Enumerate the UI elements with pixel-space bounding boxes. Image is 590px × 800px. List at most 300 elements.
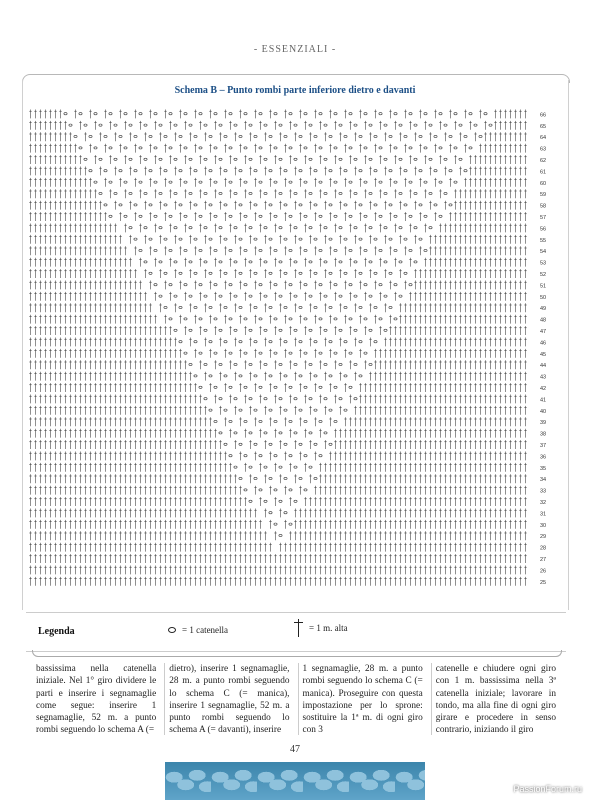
chain-stitch xyxy=(244,284,247,286)
chain-stitch xyxy=(274,455,277,457)
chain-stitch xyxy=(194,272,197,274)
chain-stitch xyxy=(299,170,302,172)
chain-stitch xyxy=(184,249,187,251)
chain-stitch xyxy=(389,204,392,206)
chain-stitch xyxy=(179,341,182,343)
chain-stitch xyxy=(159,261,162,263)
chain-stitch xyxy=(239,443,242,445)
chain-stitch xyxy=(249,466,252,468)
chain-stitch xyxy=(154,215,157,217)
chain-stitch xyxy=(254,409,257,411)
chain-stitch xyxy=(149,135,152,137)
chain-stitch xyxy=(229,420,232,422)
chain-stitch xyxy=(359,272,362,274)
chain-stitch xyxy=(209,306,212,308)
chain-stitch xyxy=(184,284,187,286)
chain-stitch xyxy=(449,170,452,172)
chain-stitch xyxy=(214,318,217,320)
chain-stitch xyxy=(404,204,407,206)
chain-stitch xyxy=(359,204,362,206)
chain-stitch xyxy=(369,158,372,160)
chain-stitch xyxy=(224,272,227,274)
chain-stitch xyxy=(354,158,357,160)
row-number: 62 xyxy=(540,158,547,164)
chain-stitch xyxy=(284,375,287,377)
chain-stitch xyxy=(109,147,112,149)
chain-stitch xyxy=(204,192,207,194)
chain-stitch xyxy=(319,318,322,320)
chain-stitch xyxy=(389,272,392,274)
chain-stitch xyxy=(279,295,282,297)
chain-stitch xyxy=(439,215,442,217)
chain-stitch xyxy=(314,409,317,411)
chain-stitch xyxy=(349,113,352,115)
chain-stitch xyxy=(329,204,332,206)
chain-stitch xyxy=(324,158,327,160)
chain-stitch xyxy=(304,147,307,149)
chain-stitch xyxy=(144,192,147,194)
chain-stitch xyxy=(249,295,252,297)
chain-stitch xyxy=(224,443,227,445)
chain-stitch xyxy=(199,181,202,183)
chain-stitch xyxy=(309,329,312,331)
chain-stitch xyxy=(364,113,367,115)
chain-stitch xyxy=(289,284,292,286)
chain-stitch xyxy=(179,238,182,240)
chain-stitch xyxy=(204,261,207,263)
chain-stitch xyxy=(439,147,442,149)
chain-stitch xyxy=(254,272,257,274)
chain-stitch xyxy=(184,215,187,217)
chain-stitch xyxy=(289,249,292,251)
chain-stitch xyxy=(369,363,372,365)
row-number: 36 xyxy=(540,454,547,461)
chain-stitch xyxy=(434,204,437,206)
chain-stitch xyxy=(249,432,252,434)
chain-stitch xyxy=(144,158,147,160)
chain-stitch xyxy=(169,181,172,183)
chain-stitch xyxy=(254,375,257,377)
chain-stitch xyxy=(329,170,332,172)
chain-stitch xyxy=(324,192,327,194)
chain-stitch xyxy=(119,170,122,172)
chain-stitch xyxy=(219,329,222,331)
chain-stitch xyxy=(424,249,427,251)
chain-stitch xyxy=(219,158,222,160)
chain-stitch xyxy=(304,215,307,217)
chain-stitch xyxy=(119,204,122,206)
chain-stitch xyxy=(249,261,252,263)
chain-stitch xyxy=(379,181,382,183)
chain-stitch xyxy=(309,398,312,400)
row-number: 38 xyxy=(540,431,547,438)
chain-stitch xyxy=(284,170,287,172)
chain-stitch xyxy=(399,124,402,126)
chain-stitch xyxy=(389,238,392,240)
chain-stitch xyxy=(149,238,152,240)
chain-stitch xyxy=(294,466,297,468)
chain-stitch xyxy=(154,181,157,183)
chain-stitch xyxy=(354,192,357,194)
chain-stitch xyxy=(284,204,287,206)
row-number: 51 xyxy=(540,283,547,290)
frame-top xyxy=(34,74,558,83)
chain-stitch xyxy=(199,318,202,320)
chain-stitch xyxy=(179,170,182,172)
chain-stitch xyxy=(339,192,342,194)
chain-stitch xyxy=(99,192,102,194)
chain-stitch xyxy=(249,329,252,331)
chain-stitch xyxy=(474,124,477,126)
chain-stitch xyxy=(299,135,302,137)
chain-stitch xyxy=(284,272,287,274)
chain-stitch xyxy=(299,477,302,479)
chain-stitch xyxy=(259,215,262,217)
crochet-chart xyxy=(22,104,552,609)
chain-stitch xyxy=(309,363,312,365)
chain-stitch xyxy=(259,113,262,115)
chain-stitch xyxy=(314,306,317,308)
chain-stitch xyxy=(124,147,127,149)
chain-stitch xyxy=(444,124,447,126)
row-number: 42 xyxy=(540,386,547,392)
chain-stitch xyxy=(269,341,272,343)
chain-stitch xyxy=(199,284,202,286)
chain-stitch xyxy=(219,192,222,194)
chain-stitch xyxy=(219,432,222,434)
chain-stitch xyxy=(209,409,212,411)
chain-stitch xyxy=(284,306,287,308)
chain-stitch xyxy=(384,329,387,331)
chain-stitch xyxy=(259,455,262,457)
chain-stitch xyxy=(69,124,72,126)
chain-stitch xyxy=(364,215,367,217)
chain-stitch xyxy=(339,398,342,400)
chain-stitch xyxy=(199,147,202,149)
chain-stitch xyxy=(154,249,157,251)
chain-stitch xyxy=(344,272,347,274)
chain-stitch xyxy=(304,352,307,354)
chain-stitch xyxy=(249,227,252,229)
chain-stitch xyxy=(244,420,247,422)
chain-stitch xyxy=(324,432,327,434)
chain-stitch xyxy=(329,375,332,377)
chain-stitch xyxy=(129,124,132,126)
chain-stitch xyxy=(314,135,317,137)
chain-stitch xyxy=(314,170,317,172)
chain-stitch xyxy=(64,113,67,115)
chain-stitch xyxy=(174,295,177,297)
chain-stitch xyxy=(339,329,342,331)
chain-stitch xyxy=(174,192,177,194)
chain-stitch xyxy=(264,432,267,434)
chain-stitch xyxy=(114,158,117,160)
chain-stitch xyxy=(254,306,257,308)
chain-stitch xyxy=(159,295,162,297)
chain-stitch xyxy=(264,295,267,297)
chain-stitch xyxy=(359,306,362,308)
chain-stitch xyxy=(244,352,247,354)
chain-stitch xyxy=(239,306,242,308)
chain-stitch xyxy=(349,147,352,149)
chain-stitch xyxy=(339,261,342,263)
chain-stitch xyxy=(294,363,297,365)
chain-stitch xyxy=(299,409,302,411)
chain-stitch xyxy=(244,386,247,388)
chain-stitch xyxy=(189,363,192,365)
chain-stitch xyxy=(379,284,382,286)
chain-stitch xyxy=(289,420,292,422)
chain-stitch xyxy=(299,306,302,308)
chain-stitch xyxy=(399,295,402,297)
chain-stitch xyxy=(369,295,372,297)
chain-stitch xyxy=(464,170,467,172)
chain-stitch xyxy=(319,455,322,457)
chain-stitch xyxy=(249,124,252,126)
chain-stitch xyxy=(324,261,327,263)
chain-stitch xyxy=(229,113,232,115)
chain-stitch xyxy=(209,341,212,343)
chain-stitch xyxy=(209,272,212,274)
chain-stitch xyxy=(374,135,377,137)
chain-stitch xyxy=(239,238,242,240)
chain-stitch xyxy=(94,113,97,115)
chain-stitch xyxy=(389,170,392,172)
chain-stitch xyxy=(374,170,377,172)
chain-stitch xyxy=(334,420,337,422)
chain-stitch xyxy=(254,341,257,343)
chain-stitch xyxy=(109,113,112,115)
chain-stitch xyxy=(209,204,212,206)
chain-stitch xyxy=(414,124,417,126)
chain-stitch xyxy=(349,215,352,217)
chain-stitch xyxy=(289,352,292,354)
chain-stitch xyxy=(129,227,132,229)
chain-stitch xyxy=(399,261,402,263)
chain-stitch xyxy=(234,158,237,160)
chain-stitch xyxy=(459,158,462,160)
row-number: 64 xyxy=(540,135,547,142)
chain-stitch xyxy=(244,455,247,457)
chain-stitch xyxy=(409,284,412,286)
chain-stitch xyxy=(139,113,142,115)
chain-stitch xyxy=(299,272,302,274)
row-number: 46 xyxy=(540,340,547,347)
chain-stitch xyxy=(374,306,377,308)
chain-stitch xyxy=(364,318,367,320)
chain-stitch xyxy=(264,261,267,263)
chain-stitch xyxy=(199,215,202,217)
chain-stitch xyxy=(264,466,267,468)
chain-stitch xyxy=(129,192,132,194)
chain-stitch xyxy=(344,170,347,172)
chain-stitch xyxy=(234,432,237,434)
chain-stitch xyxy=(259,147,262,149)
chain-stitch xyxy=(174,158,177,160)
row-number: 54 xyxy=(540,249,547,256)
chain-stitch xyxy=(194,238,197,240)
chain-stitch xyxy=(149,170,152,172)
chain-stitch xyxy=(314,204,317,206)
chain-stitch xyxy=(409,215,412,217)
chain-stitch xyxy=(89,170,92,172)
chain-stitch xyxy=(374,204,377,206)
chain-stitch xyxy=(399,227,402,229)
chain-stitch xyxy=(189,295,192,297)
chain-stitch xyxy=(319,386,322,388)
chain-stitch xyxy=(404,238,407,240)
chain-stitch xyxy=(419,238,422,240)
chain-stitch xyxy=(419,135,422,137)
chain-stitch xyxy=(294,398,297,400)
chain-stitch xyxy=(359,135,362,137)
chain-stitch xyxy=(279,124,282,126)
chain-stitch xyxy=(319,284,322,286)
chain-stitch xyxy=(344,341,347,343)
row-number: 52 xyxy=(540,272,547,278)
chain-stitch xyxy=(214,352,217,354)
chain-stitch xyxy=(384,124,387,126)
chain-stitch xyxy=(379,318,382,320)
chain-stitch xyxy=(369,192,372,194)
chain-stitch xyxy=(254,204,257,206)
chain-stitch xyxy=(239,135,242,137)
chain-stitch xyxy=(239,204,242,206)
chain-stitch xyxy=(354,124,357,126)
chain-stitch xyxy=(289,215,292,217)
chain-stitch xyxy=(74,135,77,137)
chain-stitch xyxy=(439,113,442,115)
chain-stitch xyxy=(454,113,457,115)
chain-stitch xyxy=(294,432,297,434)
chain-stitch xyxy=(359,375,362,377)
chain-stitch xyxy=(204,295,207,297)
row-number: 41 xyxy=(540,397,547,404)
chain-stitch xyxy=(109,215,112,217)
chain-stitch xyxy=(174,329,177,331)
chain-stitch xyxy=(124,215,127,217)
chain-stitch xyxy=(289,113,292,115)
chain-stitch xyxy=(244,113,247,115)
chain-stitch xyxy=(314,477,317,479)
chain-stitch xyxy=(419,170,422,172)
chain-stitch xyxy=(224,238,227,240)
chain-stitch xyxy=(399,158,402,160)
row-number: 39 xyxy=(540,420,547,427)
chain-stitch xyxy=(284,238,287,240)
page-header: - ESSENZIALI - xyxy=(253,44,337,55)
chain-stitch xyxy=(179,306,182,308)
chain-stitch xyxy=(279,363,282,365)
chain-stitch xyxy=(129,158,132,160)
chain-stitch xyxy=(454,181,457,183)
chain-stitch xyxy=(324,124,327,126)
chain-stitch xyxy=(374,272,377,274)
row-number: 37 xyxy=(540,443,547,449)
chain-stitch xyxy=(384,295,387,297)
chain-stitch xyxy=(139,181,142,183)
chain-stitch xyxy=(79,113,82,115)
row-number: 63 xyxy=(540,146,547,153)
chain-stitch xyxy=(164,135,167,137)
chain-stitch xyxy=(199,249,202,251)
chain-stitch xyxy=(269,375,272,377)
chain-stitch xyxy=(219,227,222,229)
chain-stitch xyxy=(234,329,237,331)
chain-stitch xyxy=(294,158,297,160)
chain-stitch xyxy=(354,261,357,263)
chain-stitch xyxy=(169,284,172,286)
chain-stitch xyxy=(234,295,237,297)
row-number: 59 xyxy=(540,192,547,199)
chain-stitch xyxy=(269,272,272,274)
chain-stitch xyxy=(249,398,252,400)
chain-stitch xyxy=(209,375,212,377)
chain-stitch xyxy=(304,420,307,422)
chain-stitch xyxy=(379,215,382,217)
chain-stitch xyxy=(304,386,307,388)
chain-stitch xyxy=(99,158,102,160)
chain-stitch xyxy=(344,375,347,377)
chain-stitch xyxy=(279,329,282,331)
chain-stitch xyxy=(274,318,277,320)
chain-stitch xyxy=(244,318,247,320)
chain-stitch xyxy=(319,147,322,149)
chain-stitch xyxy=(104,204,107,206)
chain-stitch xyxy=(184,147,187,149)
chain-stitch xyxy=(389,306,392,308)
row-number: 58 xyxy=(540,203,547,210)
chain-stitch xyxy=(359,341,362,343)
chain-stitch xyxy=(269,135,272,137)
chain-stitch xyxy=(404,272,407,274)
row-number: 34 xyxy=(540,477,547,484)
chain-stitch xyxy=(259,420,262,422)
chain-stitch xyxy=(274,181,277,183)
row-number: 49 xyxy=(540,306,547,313)
chain-stitch xyxy=(184,181,187,183)
chain-stitch xyxy=(459,124,462,126)
chain-stitch xyxy=(409,249,412,251)
chain-stitch xyxy=(194,306,197,308)
chain-stitch xyxy=(174,227,177,229)
chain-stitch xyxy=(224,135,227,137)
chain-stitch xyxy=(184,113,187,115)
chain-stitch xyxy=(319,420,322,422)
frame-right xyxy=(568,80,569,610)
chain-stitch xyxy=(344,238,347,240)
chain-stitch xyxy=(189,227,192,229)
chain-stitch xyxy=(454,147,457,149)
chain-stitch xyxy=(284,341,287,343)
chain-stitch xyxy=(309,295,312,297)
chain-stitch xyxy=(134,204,137,206)
chain-stitch xyxy=(179,272,182,274)
chain-stitch xyxy=(254,443,257,445)
chain-stitch xyxy=(259,249,262,251)
chain-stitch xyxy=(324,363,327,365)
chain-stitch xyxy=(319,215,322,217)
chain-stitch xyxy=(254,238,257,240)
chain-stitch xyxy=(224,204,227,206)
chain-stitch xyxy=(319,181,322,183)
chain-stitch xyxy=(334,284,337,286)
row-number: 53 xyxy=(540,260,547,267)
chain-stitch xyxy=(294,227,297,229)
chain-stitch xyxy=(234,227,237,229)
chain-stitch xyxy=(249,363,252,365)
row-number: 40 xyxy=(540,408,547,415)
